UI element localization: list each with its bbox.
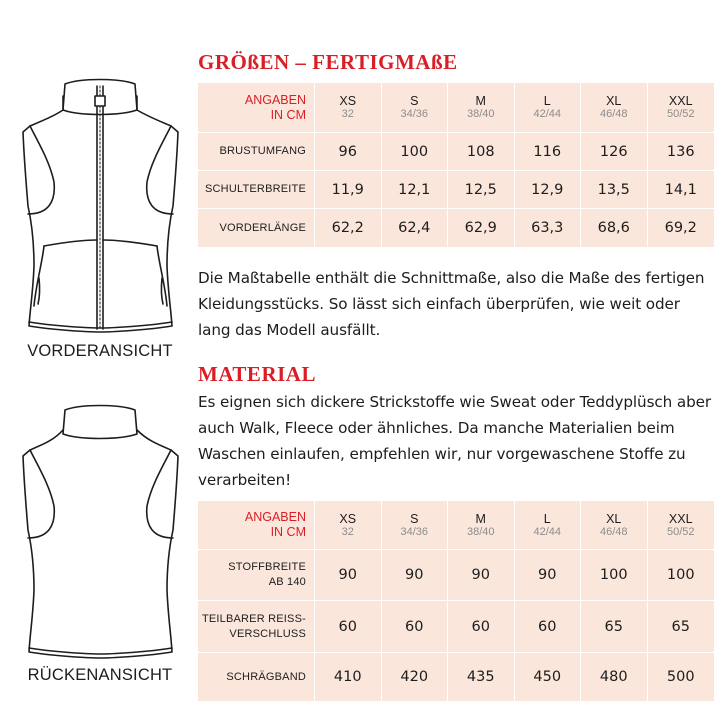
- table-cell: 62,9: [448, 209, 515, 247]
- size-name: XXL: [668, 511, 693, 526]
- row-label: [198, 653, 315, 701]
- size-eu: 42/44: [533, 108, 562, 120]
- sizes-header-label-line2: IN CM: [270, 107, 306, 122]
- sizes-title: GRÖßEN – FERTIGMAßE: [198, 50, 458, 74]
- row-label-line1: STOFFBREITE: [228, 561, 306, 573]
- size-name: XL: [606, 94, 622, 108]
- table-cell: 100: [382, 133, 449, 171]
- table-cell: 90: [515, 550, 582, 601]
- table-cell: 14,1: [648, 171, 715, 209]
- table-cell: 90: [382, 550, 449, 601]
- table-cell: 96: [315, 133, 382, 171]
- size-name: XS: [339, 511, 357, 526]
- size-eu: 46/48: [599, 525, 628, 538]
- table-row: [198, 653, 714, 701]
- row-label: BRUSTUMFANG: [198, 133, 315, 171]
- size-column-xs: [315, 501, 382, 550]
- size-name: M: [475, 511, 486, 526]
- size-column-s: [382, 501, 449, 550]
- size-name: S: [410, 94, 419, 108]
- table-cell: 69,2: [664, 220, 697, 236]
- table-cell: 90: [448, 550, 515, 601]
- size-column-xxl: [648, 501, 715, 550]
- size-column-xl: [581, 83, 648, 133]
- material-header-label: [198, 501, 315, 550]
- size-eu: 34/36: [400, 108, 429, 120]
- table-cell: 116: [515, 133, 582, 171]
- table-cell: 12,9: [515, 171, 582, 209]
- back-view-label: RÜCKENANSICHT: [27, 666, 173, 684]
- table-cell: 60: [515, 601, 582, 653]
- table-row: [198, 133, 714, 171]
- table-row: [198, 209, 714, 247]
- table-cell: 63,3: [515, 209, 582, 247]
- table-cell: 126: [581, 133, 648, 171]
- material-header-row: [198, 501, 714, 550]
- size-column-m: [448, 501, 515, 550]
- table-cell: 11,9: [315, 171, 382, 209]
- table-cell: 62,4: [382, 209, 449, 247]
- size-eu: 32: [341, 108, 354, 120]
- size-eu: 46/48: [599, 108, 628, 120]
- vest-back-illustration: [8, 402, 193, 660]
- front-view-label: VORDERANSICHT: [27, 342, 173, 360]
- material-table: [198, 501, 714, 701]
- material-header-label-line1: ANGABEN: [244, 510, 306, 524]
- size-column-m: [448, 83, 515, 133]
- size-eu: 50/52: [666, 525, 695, 538]
- table-cell: 60: [448, 601, 515, 653]
- table-cell: 420: [382, 653, 449, 701]
- size-name: L: [543, 94, 551, 108]
- size-name: XL: [606, 511, 622, 526]
- size-column-l: [515, 83, 582, 133]
- table-cell: 13,5: [581, 171, 648, 209]
- table-cell: 435: [448, 653, 515, 701]
- size-name: XXL: [668, 94, 693, 108]
- table-cell: 450: [515, 653, 582, 701]
- size-eu: 38/40: [466, 525, 495, 538]
- material-text: Es eignen sich dickere Strickstoffe wie Sweat oder Teddyplüsch aber auch Walk, Fleece oder ähnliches. Da manche Materialien beim Waschen einlaufen, empfehlen wir, nur vorgewaschene Stoffe zu verarbeiten!: [198, 393, 712, 489]
- table-row: [198, 601, 714, 653]
- size-eu: 32: [341, 525, 354, 538]
- row-label: [198, 601, 315, 653]
- row-label-line2: AB 140: [268, 576, 306, 588]
- row-label-line2: VERSCHLUSS: [229, 627, 306, 640]
- size-eu: 50/52: [666, 108, 695, 120]
- table-row: [198, 550, 714, 601]
- table-cell: 62,2: [315, 209, 382, 247]
- table-cell: 60: [315, 601, 382, 653]
- size-column-xl: [581, 501, 648, 550]
- size-eu: 42/44: [533, 525, 562, 538]
- table-cell: 12,1: [382, 171, 449, 209]
- material-title: MATERIAL: [198, 362, 316, 386]
- table-cell: 65: [648, 601, 715, 653]
- sizes-header-row: [198, 83, 714, 133]
- sizes-table: [198, 83, 714, 247]
- size-eu: 34/36: [400, 525, 429, 538]
- table-cell: 65: [581, 601, 648, 653]
- table-cell: 108: [448, 133, 515, 171]
- vest-front-illustration: [8, 74, 193, 336]
- table-cell: 100: [648, 550, 715, 601]
- sizes-header-label: [198, 83, 315, 133]
- table-cell: 100: [581, 550, 648, 601]
- size-column-xs: [315, 83, 382, 133]
- row-label: VORDERLÄNGE: [198, 209, 315, 247]
- size-name: L: [543, 511, 551, 526]
- table-cell: 90: [315, 550, 382, 601]
- table-cell: 500: [666, 669, 695, 685]
- size-column-xxl: [648, 83, 715, 133]
- size-name: S: [410, 511, 419, 526]
- sizes-header-label-line1: ANGABEN: [244, 92, 306, 107]
- table-cell: 136: [648, 133, 715, 171]
- size-name: M: [475, 94, 486, 108]
- row-label-line1: SCHRÄGBAND: [226, 670, 306, 683]
- table-cell: 410: [315, 653, 382, 701]
- table-cell: 68,6: [581, 209, 648, 247]
- row-label-line1: TEILBARER REISS-: [201, 612, 306, 625]
- size-column-s: [382, 83, 449, 133]
- table-cell: 480: [581, 653, 648, 701]
- size-name: XS: [339, 94, 357, 108]
- size-column-l: [515, 501, 582, 550]
- table-cell: 12,5: [448, 171, 515, 209]
- row-label: SCHULTERBREITE: [198, 171, 315, 209]
- row-label: [198, 550, 315, 601]
- table-cell: 60: [382, 601, 449, 653]
- size-eu: 38/40: [466, 108, 495, 120]
- table-row: [198, 171, 714, 209]
- material-header-label-line2: IN CM: [270, 525, 306, 539]
- sizes-note: Die Maßtabelle enthält die Schnittmaße, also die Maße des fertigen Kleidungsstücks. So lässt sich einfach überprüfen, wie weit oder lang das Modell ausfällt.: [198, 269, 705, 339]
